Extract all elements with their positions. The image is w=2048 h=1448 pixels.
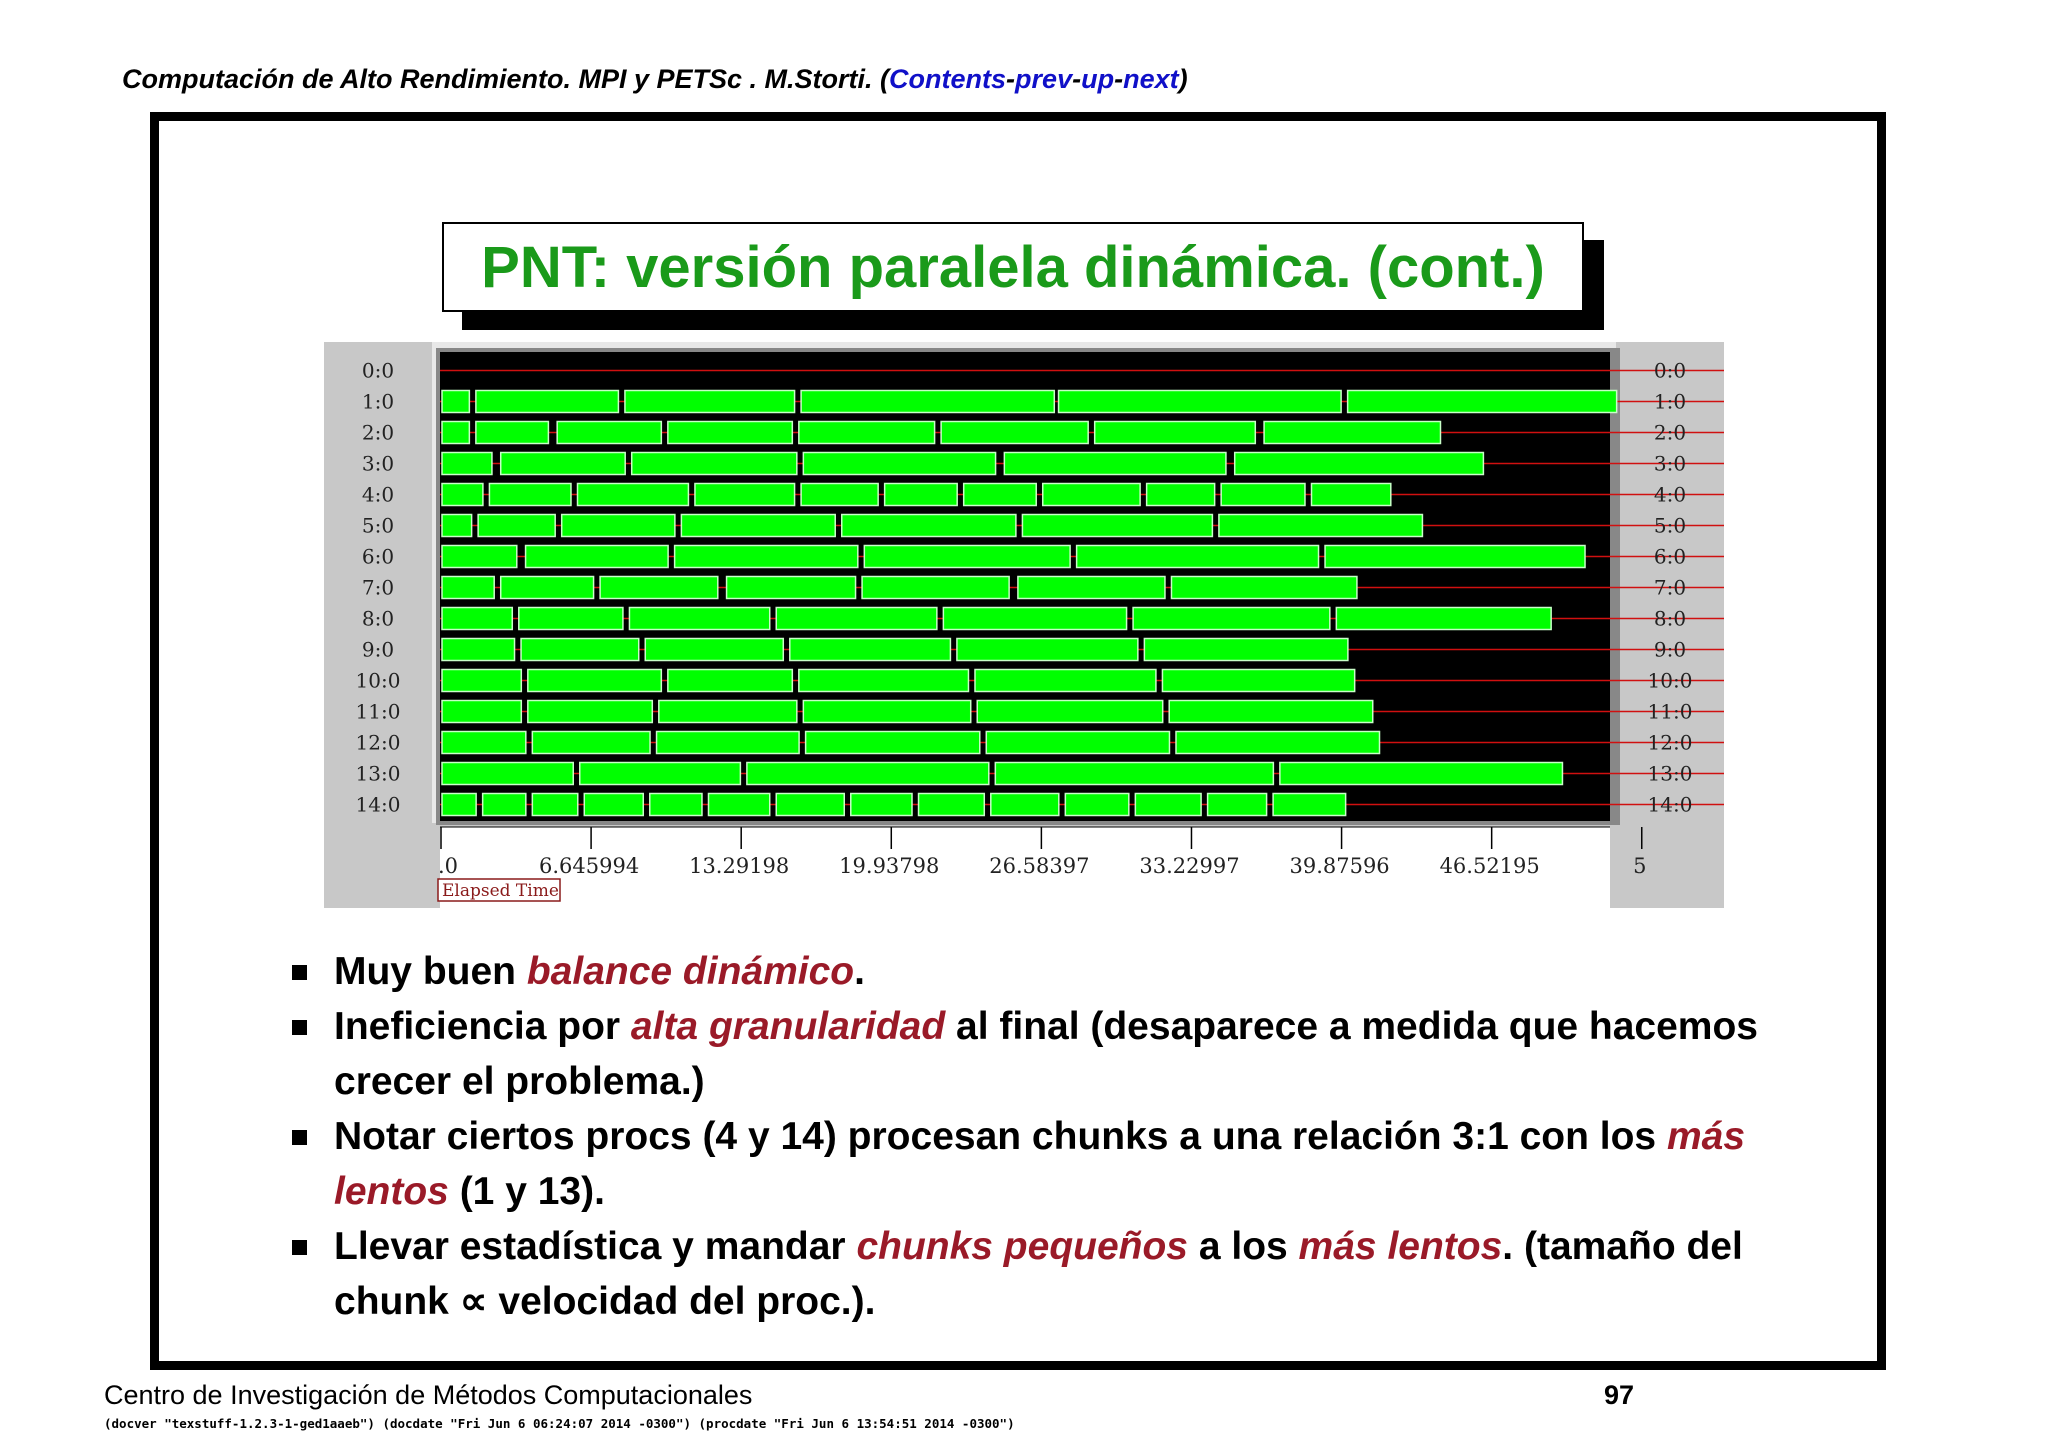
- gantt-bar: [747, 763, 989, 785]
- gantt-bar: [442, 732, 526, 754]
- gantt-bar: [919, 794, 985, 816]
- gantt-bar: [806, 732, 980, 754]
- bullet-text: a los: [1188, 1225, 1299, 1268]
- gantt-bar: [1348, 391, 1617, 413]
- bullet-square-icon: [292, 1240, 307, 1255]
- row-label-right: 2:0: [1653, 420, 1687, 445]
- gantt-bar: [1208, 794, 1267, 816]
- row-label-right: 11:0: [1647, 699, 1693, 724]
- header-separator: -: [1006, 64, 1016, 94]
- slide-title: PNT: versión paralela dinámica. (cont.): [481, 234, 1545, 300]
- doc-info: (docver "texstuff-1.2.3-1-ged1aaeb") (docdate "Fri Jun 6 06:24:07 2014 -0300") (procdate "Fri Jun 6 13:54:51 2014 -0300"): [104, 1416, 1015, 1431]
- header-separator: -: [1114, 64, 1124, 94]
- emphasis-text: más lentos: [1298, 1225, 1503, 1268]
- row-label-left: 7:0: [361, 575, 395, 600]
- gantt-bar: [562, 515, 675, 537]
- row-label-right: 4:0: [1653, 482, 1687, 507]
- x-tick-label: 19.93798: [839, 854, 940, 878]
- gantt-bar: [1169, 701, 1373, 723]
- up-link[interactable]: up: [1081, 64, 1115, 94]
- x-tick-label: 5: [1633, 854, 1647, 878]
- row-label-right: 8:0: [1653, 606, 1687, 631]
- gantt-bar: [557, 422, 661, 444]
- row-label-right: 6:0: [1653, 544, 1687, 569]
- gantt-bar: [476, 391, 619, 413]
- gantt-bar: [442, 546, 517, 568]
- emphasis-text: balance dinámico: [526, 950, 855, 993]
- bullet-text: (1 y 13).: [448, 1170, 605, 1213]
- gantt-bar: [532, 732, 650, 754]
- gantt-bar: [659, 701, 797, 723]
- gantt-bar: [625, 391, 795, 413]
- gantt-bar: [1147, 484, 1215, 506]
- bullet-text: Muy buen: [334, 950, 527, 993]
- gantt-bar: [528, 701, 652, 723]
- row-label-right: 10:0: [1647, 668, 1693, 693]
- slide-title-box: [442, 222, 1584, 312]
- row-label-left: 14:0: [355, 792, 401, 817]
- bullet-text: Ineficiencia por: [334, 1005, 631, 1048]
- bullet-item: [290, 944, 1810, 999]
- gantt-bar: [681, 515, 835, 537]
- gantt-bar: [1043, 484, 1140, 506]
- gantt-bar: [501, 453, 625, 475]
- gantt-bar: [657, 732, 800, 754]
- row-label-left: 1:0: [361, 389, 395, 414]
- gantt-bar: [1022, 515, 1212, 537]
- header-close-paren: ): [1178, 64, 1188, 94]
- gantt-chart: [324, 342, 1724, 908]
- gantt-bar: [442, 422, 469, 444]
- gantt-bar: [442, 763, 573, 785]
- gantt-bar: [578, 484, 689, 506]
- gantt-bar: [442, 484, 483, 506]
- gantt-bar: [1144, 639, 1348, 661]
- bullet-text: Notar ciertos procs (4 y 14) procesan chunks a una relación 3:1 con los: [334, 1115, 1667, 1158]
- gantt-bar: [862, 577, 1009, 599]
- gantt-bar: [986, 732, 1169, 754]
- gantt-bar: [1018, 577, 1165, 599]
- gantt-bar: [501, 577, 594, 599]
- gantt-bar: [803, 701, 970, 723]
- bullet-square-icon: [292, 965, 307, 980]
- gantt-bar: [885, 484, 958, 506]
- gantt-bar: [1133, 608, 1330, 630]
- gantt-bar: [776, 608, 937, 630]
- gantt-bar: [851, 794, 912, 816]
- gantt-bar: [675, 546, 858, 568]
- x-tick-label: 33.22997: [1139, 854, 1240, 878]
- gantt-bar: [995, 763, 1273, 785]
- row-label-left: 12:0: [355, 730, 401, 755]
- gantt-bar: [1325, 546, 1585, 568]
- x-tick-label: 26.58397: [989, 854, 1090, 878]
- header-separator: -: [1072, 64, 1082, 94]
- running-header: [122, 64, 1188, 95]
- gantt-bar: [1059, 391, 1342, 413]
- gantt-bar: [442, 515, 472, 537]
- gantt-bar: [528, 670, 662, 692]
- gantt-bar: [442, 453, 492, 475]
- row-label-left: 6:0: [361, 544, 395, 569]
- x-tick-label: 13.29198: [689, 854, 790, 878]
- emphasis-text: más lentos: [334, 1115, 1746, 1213]
- x-tick-label: 39.87596: [1289, 854, 1390, 878]
- row-label-left: 4:0: [361, 482, 395, 507]
- gantt-bar: [483, 794, 526, 816]
- gantt-bar: [801, 391, 1054, 413]
- bullet-item: [290, 1219, 1810, 1329]
- gantt-bar: [799, 422, 935, 444]
- bullet-text: al final (desaparece a medida que hacemos crecer el problema.): [334, 1005, 1759, 1103]
- gantt-bar: [1065, 794, 1128, 816]
- bullet-square-icon: [292, 1020, 307, 1035]
- gantt-bar: [1077, 546, 1319, 568]
- gantt-bar: [442, 391, 469, 413]
- gantt-bar: [489, 484, 571, 506]
- gantt-bar: [964, 484, 1037, 506]
- gantt-bar: [532, 794, 577, 816]
- gantt-bar: [442, 608, 512, 630]
- row-label-left: 0:0: [361, 358, 395, 383]
- gantt-bar: [584, 794, 643, 816]
- x-tick-label: 46.52195: [1439, 854, 1540, 878]
- bullet-text: . (tamaño del chunk ∝ velocidad del proc.).: [334, 1225, 1743, 1323]
- bullet-text: Llevar estadística y mandar: [334, 1225, 857, 1268]
- gantt-bar: [1135, 794, 1201, 816]
- gantt-bar: [1273, 794, 1346, 816]
- gantt-bar: [442, 701, 521, 723]
- bullet-list: [290, 944, 1810, 1329]
- row-label-left: 3:0: [361, 451, 395, 476]
- prev-link[interactable]: prev: [1015, 64, 1073, 94]
- gantt-bar: [864, 546, 1070, 568]
- gantt-bar: [478, 515, 555, 537]
- row-label-left: 2:0: [361, 420, 395, 445]
- emphasis-text: chunks pequeños: [856, 1225, 1188, 1268]
- gantt-bar: [600, 577, 718, 599]
- gantt-bar: [799, 670, 969, 692]
- gantt-bar: [442, 794, 476, 816]
- gantt-bar: [580, 763, 741, 785]
- gantt-bar: [790, 639, 951, 661]
- gantt-bar: [1264, 422, 1440, 444]
- gantt-bar: [803, 453, 995, 475]
- row-label-left: 8:0: [361, 606, 395, 631]
- gantt-bar: [632, 453, 797, 475]
- x-tick-label: 6.645994: [538, 854, 640, 878]
- gantt-bar: [776, 794, 844, 816]
- gantt-bar: [842, 515, 1016, 537]
- gantt-bar: [975, 670, 1156, 692]
- contents-link[interactable]: Contents: [889, 64, 1007, 94]
- row-label-left: 10:0: [355, 668, 401, 693]
- gantt-bar: [650, 794, 702, 816]
- gantt-bar: [801, 484, 878, 506]
- row-label-right: 13:0: [1647, 761, 1693, 786]
- gantt-bar: [521, 639, 639, 661]
- gantt-bar: [526, 546, 669, 568]
- bullet-text: .: [854, 950, 865, 993]
- row-label-right: 5:0: [1653, 513, 1687, 538]
- bullet-item: [290, 1109, 1810, 1219]
- gantt-bar: [1171, 577, 1356, 599]
- gantt-bar: [1280, 763, 1563, 785]
- gantt-bar: [1221, 484, 1305, 506]
- gantt-bar: [941, 422, 1088, 444]
- gantt-bar: [695, 484, 795, 506]
- gantt-bar: [1176, 732, 1380, 754]
- row-label-left: 9:0: [361, 637, 395, 662]
- row-label-right: 0:0: [1653, 358, 1687, 383]
- row-label-left: 11:0: [355, 699, 401, 724]
- header-title: Computación de Alto Rendimiento. MPI y PETSc . M.Storti. (: [122, 64, 890, 94]
- gantt-bar: [645, 639, 783, 661]
- footer-institution: Centro de Investigación de Métodos Computacionales: [104, 1380, 753, 1410]
- gantt-bar: [1235, 453, 1484, 475]
- gantt-bar: [727, 577, 856, 599]
- row-label-right: 12:0: [1647, 730, 1693, 755]
- gantt-bar: [668, 422, 792, 444]
- emphasis-text: alta granularidad: [630, 1005, 946, 1048]
- gantt-bar: [519, 608, 623, 630]
- gantt-bar: [1336, 608, 1551, 630]
- gantt-bar: [442, 577, 494, 599]
- gantt-bar: [442, 639, 515, 661]
- gantt-bar: [629, 608, 769, 630]
- gantt-bar: [1219, 515, 1423, 537]
- row-label-left: 5:0: [361, 513, 395, 538]
- next-link[interactable]: next: [1123, 64, 1179, 94]
- bullet-item: [290, 999, 1810, 1109]
- gantt-bar: [991, 794, 1059, 816]
- gantt-bar: [977, 701, 1162, 723]
- row-label-right: 1:0: [1653, 389, 1687, 414]
- gantt-bar: [1311, 484, 1390, 506]
- gantt-bar: [943, 608, 1126, 630]
- row-label-right: 7:0: [1653, 575, 1687, 600]
- gantt-bar: [476, 422, 549, 444]
- x-tick-label: .0: [438, 854, 459, 878]
- x-axis-label: Elapsed Time: [442, 881, 559, 901]
- gantt-bar: [668, 670, 792, 692]
- row-label-right: 14:0: [1647, 792, 1693, 817]
- gantt-bar: [708, 794, 769, 816]
- row-label-right: 3:0: [1653, 451, 1687, 476]
- gantt-bar: [1095, 422, 1256, 444]
- bullet-square-icon: [292, 1130, 307, 1145]
- gantt-bar: [1162, 670, 1354, 692]
- gantt-bar: [442, 670, 521, 692]
- row-label-right: 9:0: [1653, 637, 1687, 662]
- gantt-bar: [957, 639, 1138, 661]
- gantt-bar: [1004, 453, 1226, 475]
- page-number: 97: [1604, 1380, 1635, 1410]
- row-label-left: 13:0: [355, 761, 401, 786]
